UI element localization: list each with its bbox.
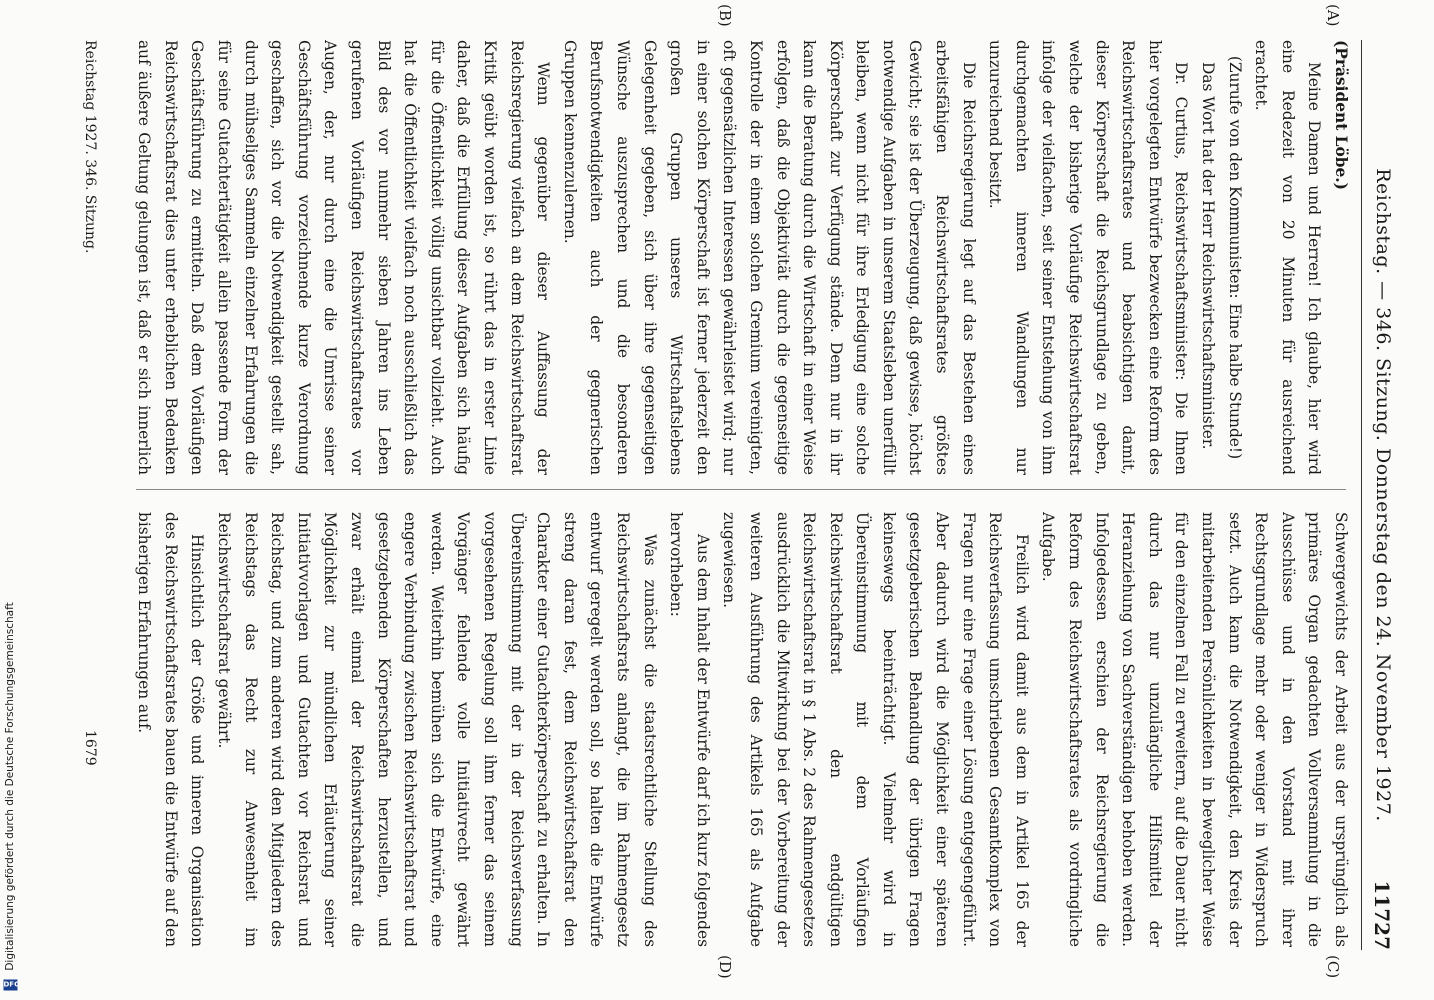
paragraph: Die Reichsregierung legt auf das Bestehen eines arbeitsfähigen Reichswirtschaftsrates größtes Gewicht; sie ist der Überzeugung, daß gewisse, höchst notwendige Aufgaben in unserem Staatsleben unerfüllt bleiben, wenn nicht für ihre Erledigung eine solche Körperschaft zur Verfügung stände. Denn nur in ihr kann die Beratung durch die Wirtschaft in einer Weise erfolgen, daß die Objektivität durch die gegenseitige Kontrolle der in einem solchen Gremium vereinigten, oft gegensätzlichen Interessen gewährleistet wird; nur in einer solchen Körperschaft ist ferner jederzeit den großen Gruppen unseres Wirtschaftslebens Gelegenheit gegeben, sich über ihre gegenseitigen Wünsche auszusprechen und die besonderen Berufsnotwendigkeiten auch der gegnerischen Gruppen kennenzulernen.: [560, 40, 978, 475]
footer-left: Reichstag 1927. 346. Sitzung.: [82, 40, 98, 254]
paragraph: Freilich wird damit aus dem in Artikel 165 der Reichsverfassung umschriebenen Gesamtkomplex von Fragen nur eine Frage einer Lösung entgegengeführt. Aber dadurch wird die Möglichkeit einer späteren gesetzgeberischen Behandlung der übrigen Fragen keineswegs beeinträchtigt. Vielmehr wird in Übereinstimmung mit dem Vorläufigen Reichswirtschaftsrat den endgültigen Reichswirtschaftsrat in § 1 Abs. 2 des Rahmengesetzes ausdrücklich die Mitwirkung bei der Vorbereitung der weiteren Ausführung des Artikels 165 als Aufgabe zugewiesen.: [720, 512, 1031, 947]
paragraph: Das Wort hat der Herr Reichswirtschaftsminister.: [1199, 62, 1218, 450]
header-rule: [1361, 40, 1362, 950]
paragraph: Meine Damen und Herren! Ich glaube, hier wird eine Redezeit von 20 Minuten für ausreichend erachtet.: [1252, 40, 1324, 475]
paragraph: (Präsident Löbe.): [1332, 40, 1350, 190]
footer-page-number: 1679: [82, 730, 98, 766]
paragraph: Hinsichtlich der Größe und inneren Organisation des Reichswirtschaftsrates bauen die Entwürfe auf den bisherigen Erfahrungen auf.: [135, 512, 207, 947]
column-divider: [136, 489, 1346, 490]
dfg-logo: DFG: [3, 980, 20, 989]
paragraph: (Zurufe von den Kommunisten: Eine halbe Stunde!): [1225, 55, 1244, 460]
paragraph: Schwergewichts der Arbeit aus der ursprünglich als primäres Organ gedachten Vollversammlung in die Ausschüsse und in den Vorstand mit ihrer Rechtsgrundlage mehr oder weniger in Widerspruch setzt. Auch kann die Notwendigkeit, den Kreis der mitarbeitenden Persönlichkeiten in beweglicher Weise für den einzelnen Fall zu erweitern, auf die Dauer nicht durch das nur unzulängliche Hilfsmittel der Heranziehung von Sachverständigen behoben werden. Infolgedessen erschien der Reichsregierung die Reform des Reichswirtschaftsrates als vordringliche Aufgabe.: [1039, 512, 1350, 947]
paragraph: Aus dem Inhalt der Entwürfe darf ich kurz folgendes hervorheben:: [667, 512, 712, 947]
left-column: [134, 40, 1354, 475]
margin-mark-a: (A): [1324, 4, 1342, 27]
paragraph: Was zunächst die staatsrechtliche Stellung des Reichswirtschaftsrats anlangt, die im Rahmengesetz entwurf geregelt werden soll, so halten die Entwürfe streng daran fest, dem Reichswirtschaftsrat den Charakter einer Gutachterkörperschaft zu erhalten. In Übereinstimmung mit der in der Reichsverfassung vorgesehenen Regelung soll ihm ferner das seinem Vorgänger fehlende volle Initiativrecht gewährt werden. Weiterhin bemühen sich die Entwürfe, eine engere Verbindung zwischen Reichswirtschaftsrat und gesetzgebenden Körperschaften herzustellen, und zwar erhält einmal der Reichswirtschaftsrat die Möglichkeit zur mündlichen Erläuterung seiner Initiativvorlagen und Gutachten vor Reichsrat und Reichstag, und zum anderen wird den Mitgliedern des Reichstags das Recht zur Anwesenheit im Reichswirtschaftsrat gewährt.: [215, 512, 659, 947]
margin-mark-d: (D): [716, 955, 734, 979]
credit-text: Digitalisierung gefördert durch die Deutsche Forschungsgemeinschaft: [4, 602, 16, 971]
right-column: [134, 512, 1354, 947]
running-header: [1364, 40, 1394, 950]
header-page-number: 11727: [1370, 880, 1394, 950]
paragraph: Wenn gegenüber dieser Auffassung der Reichsregierung vielfach an dem Reichswirtschaftsrat Kritik geübt worden ist, so rührt das in erster Linie daher, daß die Erfüllung dieser Aufgaben sich häufig für die Öffentlichkeit völlig unsichtbar vollzieht. Auch hat die Öffentlichkeit vielfach noch ausschließlich das Bild des vor nunmehr sieben Jahren ins Leben gerufenen Vorläufigen Reichswirtschaftsrates vor Augen, der, nur durch eine die Umrisse seiner Geschäftsführung vorzeichnende kurze Verordnung geschaffen, sich vor die Notwendigkeit gestellt sah, durch mühseliges Sammeln einzelner Erfahrungen die für seine Gutachtertätigkeit allein passende Form der Geschäftsführung zu ermitteln. Daß dem Vorläufigen Reichswirtschaftsrat dies unter erheblichen Bedenken auf äußere Geltung gelungen ist, daß er sich innerlich: [135, 40, 553, 475]
margin-mark-c: (C): [1324, 955, 1342, 979]
digitization-credit: [3, 602, 22, 992]
paragraph: Dr. Curtius, Reichswirtschaftsminister: Die Ihnen hier vorgelegten Entwürfe bezwecken eine Reform des Reichswirtschaftsrates und beabsichtigen damit, dieser Körperschaft die Reichsgrundlage zu geben, welche der bisherige Vorläufige Reichswirtschaftsrat infolge der vielfachen, seit seiner Entstehung von ihm durchgemachten inneren Wandlungen nur unzureichend besitzt.: [986, 40, 1191, 475]
header-title: Reichstag. — 346. Sitzung. Donnerstag den 24. November 1927.: [1372, 168, 1394, 822]
margin-mark-b: (B): [716, 4, 734, 27]
